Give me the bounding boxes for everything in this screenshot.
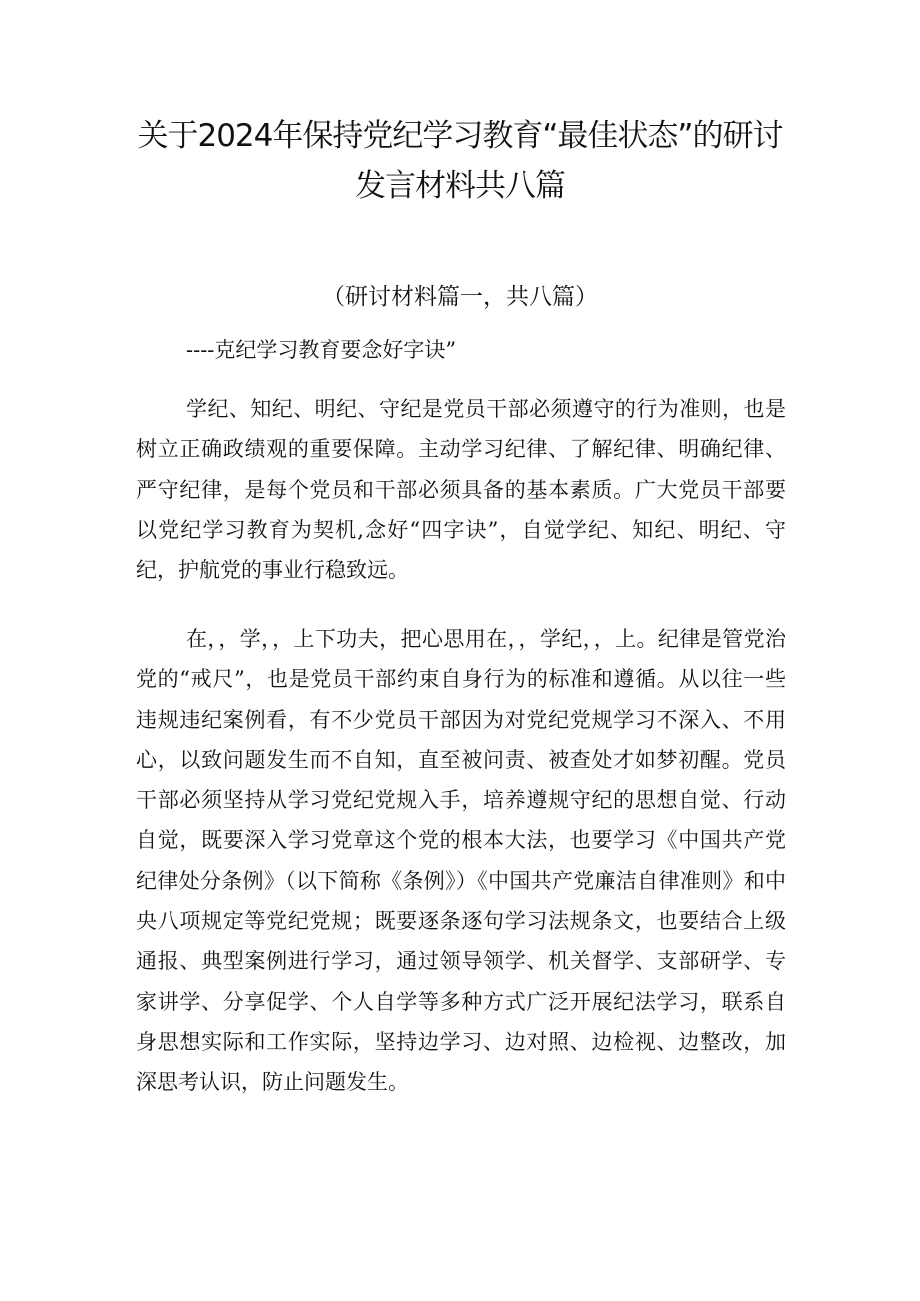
section-lead: ----克纪学习教育要念好字诀” <box>186 338 457 362</box>
document-title-line-1: 关于2024年保持党纪学习教育“最佳状态”的研讨 <box>137 118 783 154</box>
section-subtitle: （研讨材料篇一，共八篇） <box>322 284 598 310</box>
paragraph-1: 学纪、知纪、明纪、守纪是党员干部必须遵守的行为准则，也是树立正确政绩观的重要保障。主动学习纪律、了解纪律、明确纪律、严守纪律，是每个党员和干部必须具备的基本素质。广大党员干部要以党纪学习教育为契机,念好“四字诀”，自觉学纪、知纪、明纪、守纪，护航党的事业行稳致远。 <box>136 397 786 583</box>
document-title-line-2: 发言材料共八篇 <box>355 168 565 204</box>
paragraph-2: 在，，学，，上下功夫，把心思用在，，学纪，，上。纪律是管党治党的“戒尺”，也是党员干部约束自身行为的标准和遵循。从以往一些违规违纪案例看，有不少党员干部因为对党纪党规学习不深入、不用心，以致问题发生而不自知，直至被问责、被查处才如梦初醒。党员干部必须坚持从学习党纪党规入手，培养遵规守纪的思想自觉、行动自觉，既要深入学习党章这个党的根本大法，也要学习《中国共产党纪律处分条例》（以下简称《条例》）《中国共产党廉洁自律准则》和中央八项规定等党纪党规；既要逐条逐句学习法规条文，也要结合上级通报、典型案例进行学习，通过领导领学、机关督学、支部研学、专家讲学、分享促学、个人自学等多种方式广泛开展纪法学习，联系自身思想实际和工作实际，坚持边学习、边对照、边检视、边整改，加深思考认识，防止问题发生。 <box>136 627 786 1095</box>
